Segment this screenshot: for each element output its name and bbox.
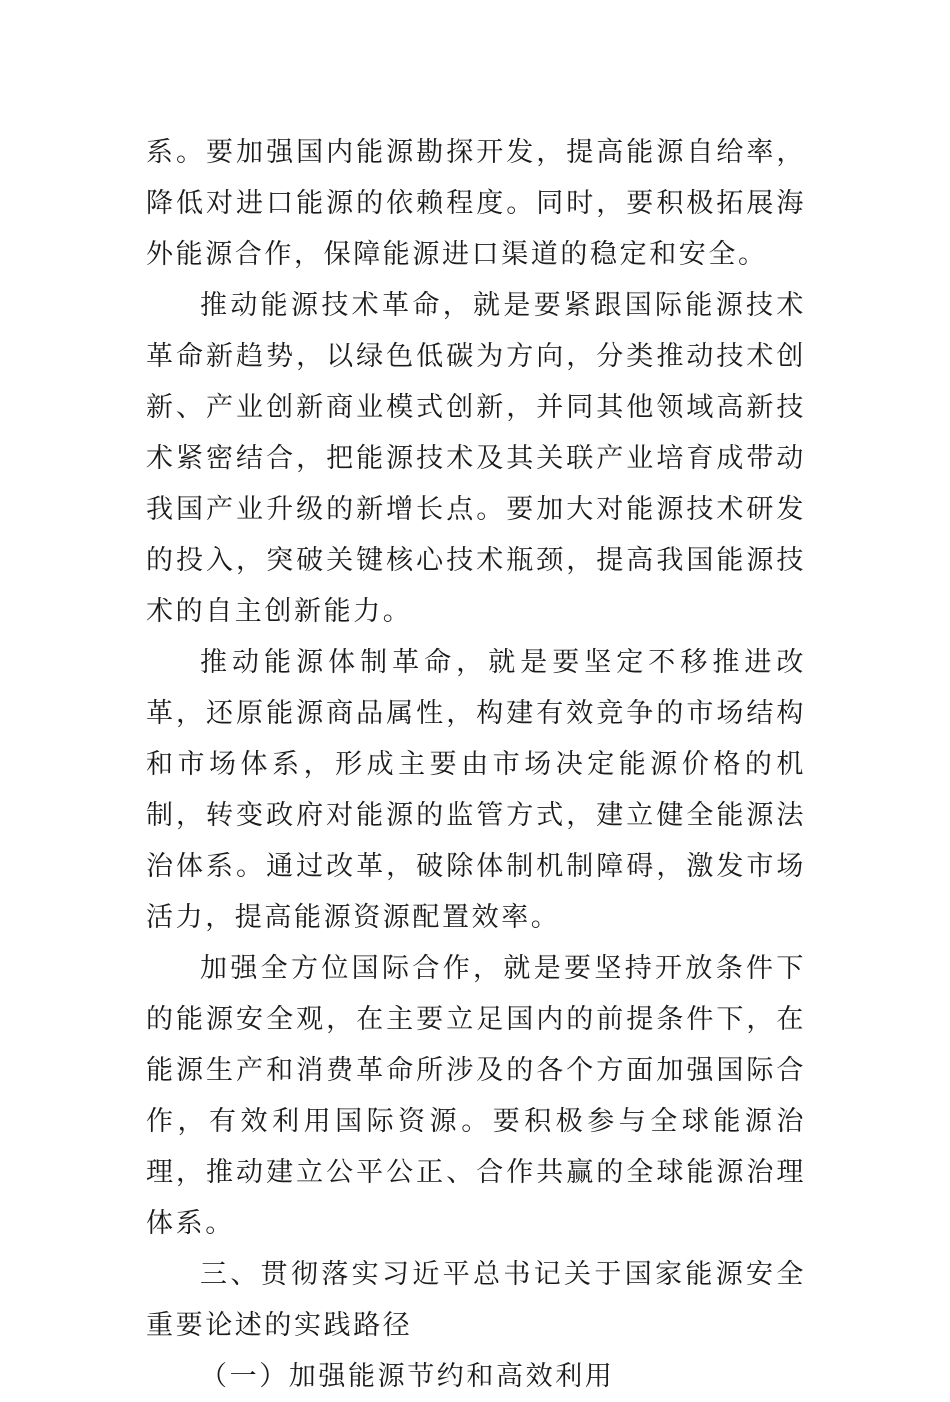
paragraph-continuation: 系。要加强国内能源勘探开发，提高能源自给率，降低对进口能源的依赖程度。同时，要积极拓展海外能源合作，保障能源进口渠道的稳定和安全。	[146, 137, 806, 270]
subsection-heading: （一）加强能源节约和高效利用	[200, 1361, 615, 1392]
paragraph-energy-system-revolution: 推动能源体制革命，就是要坚定不移推进改革，还原能源商品属性，构建有效竞争的市场结构和市场体系，形成主要由市场决定能源价格的机制，转变政府对能源的监管方式，建立健全能源法治体系。通过改革，破除体制机制障碍，激发市场活力，提高能源资源配置效率。	[146, 647, 806, 933]
document-body	[146, 127, 806, 1402]
section-heading: 三、贯彻落实习近平总书记关于国家能源安全重要论述的实践路径	[146, 1259, 806, 1341]
paragraph-energy-technology-revolution: 推动能源技术革命，就是要紧跟国际能源技术革命新趋势，以绿色低碳为方向，分类推动技术创新、产业创新商业模式创新，并同其他领域高新技术紧密结合，把能源技术及其关联产业培育成带动我国产业升级的新增长点。要加大对能源技术研发的投入，突破关键核心技术瓶颈，提高我国能源技术的自主创新能力。	[146, 290, 806, 627]
paragraph-international-cooperation: 加强全方位国际合作，就是要坚持开放条件下的能源安全观，在主要立足国内的前提条件下，在能源生产和消费革命所涉及的各个方面加强国际合作，有效利用国际资源。要积极参与全球能源治理，推动建立公平公正、合作共赢的全球能源治理体系。	[146, 953, 806, 1239]
